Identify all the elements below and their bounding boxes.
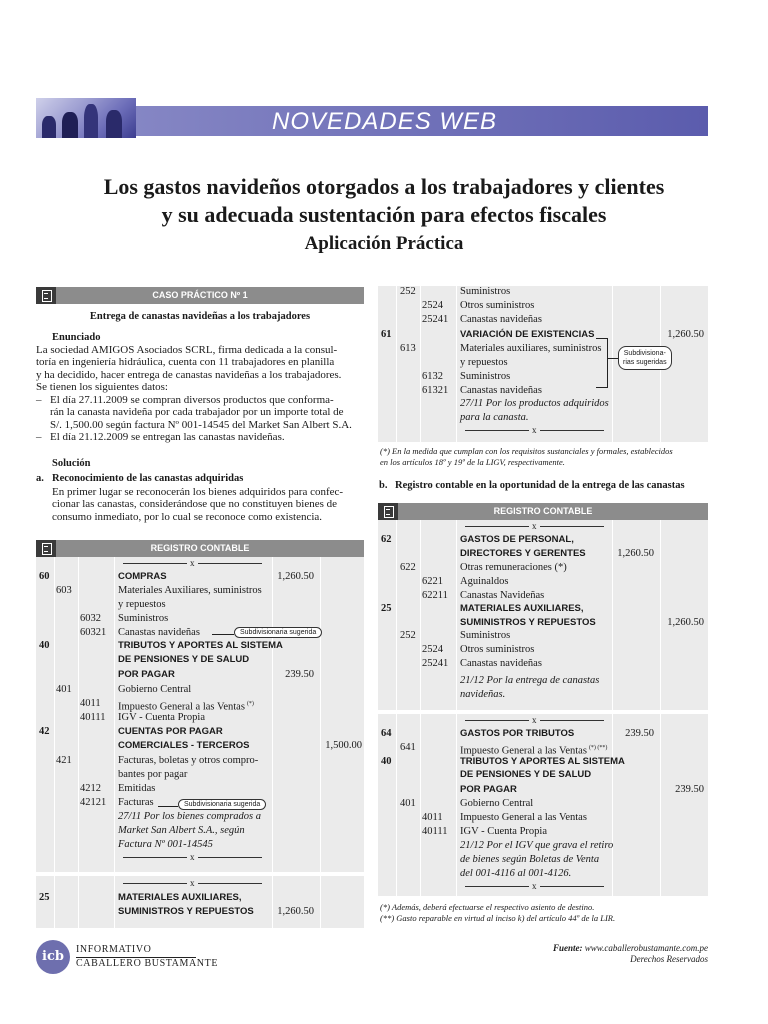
column-rule (456, 714, 457, 896)
entry-description: para la canasta. (460, 412, 529, 423)
column-rule (114, 557, 115, 872)
entry-description: 21/12 Por la entrega de canastas (460, 675, 600, 686)
column-rule (114, 876, 115, 928)
subaccount-code: 4011 (80, 698, 101, 709)
note-bottom-2: (**) Gasto reparable en virtud al inciso k) del artículo 44º de la LIR. (380, 913, 616, 923)
column-rule (456, 520, 457, 710)
subaccount-code: 61321 (422, 385, 449, 396)
entry-description: 27/11 Por los bienes comprados a (118, 811, 262, 822)
ledger-left (36, 557, 364, 872)
debit-amount: 1,260.50 (617, 548, 654, 559)
footnote-mark: (*) (**) (588, 745, 608, 751)
separator-x: x (120, 878, 265, 888)
entry-description: Suministros (460, 286, 511, 297)
document-icon (36, 287, 56, 304)
entry-description: Canastas Navideñas (460, 590, 545, 601)
registro-header-label: REGISTRO CONTABLE (493, 506, 593, 516)
entry-description: IGV - Cuenta Propia (460, 826, 547, 837)
entry-description: Impuesto General a las Ventas (*) (118, 701, 254, 713)
credit-amount: 239.50 (675, 784, 704, 795)
ledger-right-top (378, 286, 708, 442)
column-rule (660, 520, 661, 710)
subaccount-code: 4212 (80, 783, 101, 794)
account-class: 40 (39, 640, 50, 651)
column-rule (320, 876, 321, 928)
entry-description: Impuesto General a las Ventas (*) (**) (460, 745, 608, 757)
note-bottom-1: (*) Además, deberá efectuarse el respectivo asiento de destino. (380, 902, 595, 912)
column-rule (660, 714, 661, 896)
subaccount-code: 40111 (80, 712, 106, 723)
case-subtitle: Entrega de canastas navideñas a los trabajadores (89, 311, 311, 322)
credit-amount: 1,500.00 (325, 740, 362, 751)
source-line (553, 943, 708, 953)
ledger-left-2 (36, 876, 364, 928)
entry-description: Suministros (118, 613, 169, 624)
column-rule (364, 876, 365, 928)
subaccount-code: 40111 (422, 826, 448, 837)
entry-description: Facturas (118, 797, 154, 808)
column-rule (420, 286, 421, 442)
text-line: En primer lugar se reconocerán los bienes adquiridos para confec- (52, 486, 344, 498)
debit-amount: 239.50 (625, 728, 654, 739)
entry-description: DIRECTORES Y GERENTES (460, 548, 586, 559)
entry-description: bantes por pagar (118, 769, 188, 780)
source-label: Fuente: (552, 943, 583, 953)
list-line-text: El día 27.11.2009 se compran diversos productos que conforma- (50, 394, 334, 406)
list-line-text: El día 21.12.2009 se entregan las canastas navideñas. (50, 431, 285, 444)
callout-leader (212, 634, 234, 635)
callout-leader (608, 358, 618, 359)
entry-description: CUENTAS POR PAGAR (118, 726, 223, 737)
account-code: 401 (56, 684, 72, 695)
entry-description: MATERIALES AUXILIARES, (460, 603, 584, 614)
section-b-heading: Registro contable en la oportunidad de la entrega de las canastas (395, 480, 685, 491)
list-line (36, 431, 364, 443)
entry-description: DE PENSIONES Y DE SALUD (460, 769, 592, 780)
entry-description: Aguinaldos (460, 576, 509, 587)
document-icon (36, 540, 56, 557)
account-code: 252 (400, 630, 416, 641)
column-rule (420, 714, 421, 896)
document-icon (378, 503, 398, 520)
column-rule (612, 286, 613, 442)
case-header-label: CASO PRÁCTICO Nº 1 (152, 290, 248, 300)
entry-description: navideñas. (460, 689, 506, 700)
column-rule (396, 520, 397, 710)
separator-x: x (462, 715, 607, 725)
entry-description: TRIBUTOS Y APORTES AL SISTEMA (118, 640, 283, 651)
brand-line2: CABALLERO BUSTAMANTE (76, 958, 219, 969)
entry-description: Canastas navideñas (460, 658, 542, 669)
brand-logo: icb (36, 940, 70, 974)
case-header (36, 287, 364, 304)
registro-header-left (36, 540, 364, 557)
banner-photo (36, 98, 136, 138)
entry-description: POR PAGAR (460, 784, 517, 795)
account-class: 40 (381, 756, 392, 767)
account-code: 252 (400, 286, 416, 297)
list-line-text: rán la canasta navideña por cada trabajador por un importe total de (50, 406, 344, 419)
entry-description: y repuestos (118, 599, 166, 610)
entry-description: IGV - Cuenta Propia (118, 712, 205, 723)
entry-description: TRIBUTOS Y APORTES AL SISTEMA (460, 756, 625, 767)
account-code: 401 (400, 798, 416, 809)
ledger-right-mid (378, 520, 708, 710)
separator-x: x (120, 558, 265, 568)
entry-description: MATERIALES AUXILIARES, (118, 892, 242, 903)
note-top-1: (*) En la medida que cumplan con los requisitos sustanciales y formales, establecidos (380, 446, 673, 456)
solucion-heading: Solución (52, 458, 91, 469)
entry-description: GASTOS DE PERSONAL, (460, 534, 574, 545)
debit-amount: 239.50 (285, 669, 314, 680)
subaccount-code: 6032 (80, 613, 101, 624)
entry-description: Otras remuneraciones (*) (460, 562, 567, 573)
callout-leader (158, 806, 178, 807)
column-rule (708, 714, 709, 896)
callout-bracket (596, 338, 608, 388)
article-title-line1: Los gastos navideños otorgados a los trabajadores y clientes (103, 174, 665, 199)
callout-subdivisionaria: Subdivisionaria sugerida (234, 627, 322, 638)
subaccount-code: 2524 (422, 644, 443, 655)
account-class: 64 (381, 728, 392, 739)
subaccount-code: 25241 (422, 658, 449, 669)
entry-description: Impuesto General a las Ventas (460, 812, 587, 823)
text-line: toría en ingeniería hidráulica, cuenta con 11 trabajadores en planilla (36, 356, 335, 369)
entry-description: de bienes según Boletas de Venta (460, 854, 600, 865)
column-rule (396, 286, 397, 442)
section-a-label: a. (36, 473, 44, 484)
article-title-line2: y su adecuada sustentación para efectos fiscales (161, 202, 607, 227)
section-a-heading: Reconocimiento de las canastas adquiridas (52, 473, 244, 484)
list-line (36, 406, 364, 418)
source-url[interactable]: www.caballerobustamante.com.pe (584, 943, 708, 953)
enunciado-text (36, 344, 364, 394)
text-line: Se tienen los siguientes datos: (36, 381, 168, 394)
subaccount-code: 60321 (80, 627, 107, 638)
rights: Derechos Reservados (630, 954, 708, 964)
note-top-2: en los artículos 18º y 19º de la LIGV, respectivamente. (380, 457, 565, 467)
separator-x: x (462, 425, 607, 435)
text-line: La sociedad AMIGOS Asociados SCRL, firma dedicada a la consul- (36, 344, 338, 356)
list-line-text: S/. 1,500.00 según factura Nº 001-14545 del Market San Albert S.A. (50, 418, 352, 431)
account-code: 613 (400, 343, 416, 354)
entry-description: Factura Nº 001-14545 (118, 839, 213, 850)
entry-description: Canastas navideñas (460, 314, 542, 325)
bullet-dash: – (36, 431, 42, 444)
footnote-mark: (*) (246, 701, 254, 707)
entry-description: 27/11 Por los productos adquiridos (460, 398, 609, 409)
entry-description: Emitidas (118, 783, 156, 794)
subaccount-code: 25241 (422, 314, 449, 325)
callout-line: rias sugeridas (623, 359, 667, 366)
column-rule (272, 876, 273, 928)
account-class: 42 (39, 726, 50, 737)
subaccount-code: 4011 (422, 812, 443, 823)
separator-x: x (462, 881, 607, 891)
column-rule (54, 876, 55, 928)
subaccount-code: 2524 (422, 300, 443, 311)
column-rule (708, 520, 709, 710)
entry-description: Gobierno Central (118, 684, 192, 695)
callout-subdivisionaria: Subdivisionaria sugerida (178, 799, 266, 810)
list-line (36, 394, 364, 406)
credit-amount: 1,260.50 (667, 617, 704, 628)
article-subtitle: Aplicación Práctica (304, 233, 464, 254)
banner (36, 98, 708, 138)
separator-x: x (120, 852, 265, 862)
entry-description: 21/12 Por el IGV que grava el retiro (460, 840, 614, 851)
registro-header-label: REGISTRO CONTABLE (150, 543, 250, 553)
section-a-text (52, 486, 364, 523)
account-code: 622 (400, 562, 416, 573)
account-code: 421 (56, 755, 72, 766)
callout-subdivisionarias (618, 346, 672, 370)
entry-description: Market San Albert S.A., según (118, 825, 245, 836)
account-code: 603 (56, 585, 72, 596)
data-list (36, 394, 364, 444)
text-line: consumo inmediato, por lo cual se reconoce como existencia. (52, 510, 323, 523)
entry-description: GASTOS POR TRIBUTOS (460, 728, 575, 739)
column-rule (54, 557, 55, 872)
column-rule (272, 557, 273, 872)
entry-description: del 001-4116 al 001-4126. (460, 868, 572, 879)
column-rule (364, 557, 365, 872)
entry-description: DE PENSIONES Y DE SALUD (118, 654, 250, 665)
entry-description: Materiales auxiliares, suministros (460, 343, 602, 354)
entry-description: Canastas navideñas (460, 385, 542, 396)
debit-amount: 1,260.50 (277, 906, 314, 917)
section-b-label: b. (379, 480, 388, 491)
entry-description: VARIACIÓN DE EXISTENCIAS (460, 329, 595, 340)
entry-description: Materiales Auxiliares, suministros (118, 585, 262, 596)
entry-description: SUMINISTROS Y REPUESTOS (460, 617, 596, 628)
bullet-dash: – (36, 394, 42, 406)
column-rule (420, 520, 421, 710)
callout-line: Subdivisiona- (623, 350, 666, 357)
column-rule (396, 714, 397, 896)
subaccount-code: 42121 (80, 797, 107, 808)
entry-description: Otros suministros (460, 644, 535, 655)
account-class: 60 (39, 571, 50, 582)
entry-description: y repuestos (460, 357, 508, 368)
registro-header-right (378, 503, 708, 520)
entry-description: Otros suministros (460, 300, 535, 311)
account-class: 61 (381, 329, 392, 340)
text-line: cionar las canastas, considerándose que no constituyen bienes de (52, 498, 337, 511)
text-line: y ha decidido, hacer entrega de canastas navideñas a los trabajadores. (36, 368, 342, 381)
banner-title: NOVEDADES WEB (272, 108, 498, 135)
ledger-right-bottom (378, 714, 708, 896)
column-rule (78, 557, 79, 872)
account-class: 62 (381, 534, 392, 545)
entry-description: COMERCIALES - TERCEROS (118, 740, 250, 751)
subaccount-code: 6221 (422, 576, 443, 587)
column-rule (612, 714, 613, 896)
entry-description: Suministros (460, 630, 511, 641)
enunciado-heading: Enunciado (52, 332, 101, 343)
subaccount-code: 6132 (422, 371, 443, 382)
column-rule (320, 557, 321, 872)
account-class: 25 (381, 603, 392, 614)
entry-description: COMPRAS (118, 571, 167, 582)
entry-description: Facturas, boletas y otros compro- (118, 755, 259, 766)
account-code: 641 (400, 742, 416, 753)
separator-x: x (462, 521, 607, 531)
column-rule (708, 286, 709, 442)
subaccount-code: 62211 (422, 590, 448, 601)
column-rule (78, 876, 79, 928)
account-class: 25 (39, 892, 50, 903)
debit-amount: 1,260.50 (277, 571, 314, 582)
brand-line1: INFORMATIVO (76, 944, 152, 955)
entry-description: SUMINISTROS Y REPUESTOS (118, 906, 254, 917)
list-line (36, 419, 364, 431)
entry-description: Canastas navideñas (118, 627, 200, 638)
entry-description: Suministros (460, 371, 511, 382)
credit-amount: 1,260.50 (667, 329, 704, 340)
entry-description: Gobierno Central (460, 798, 534, 809)
entry-description: POR PAGAR (118, 669, 175, 680)
column-rule (456, 286, 457, 442)
